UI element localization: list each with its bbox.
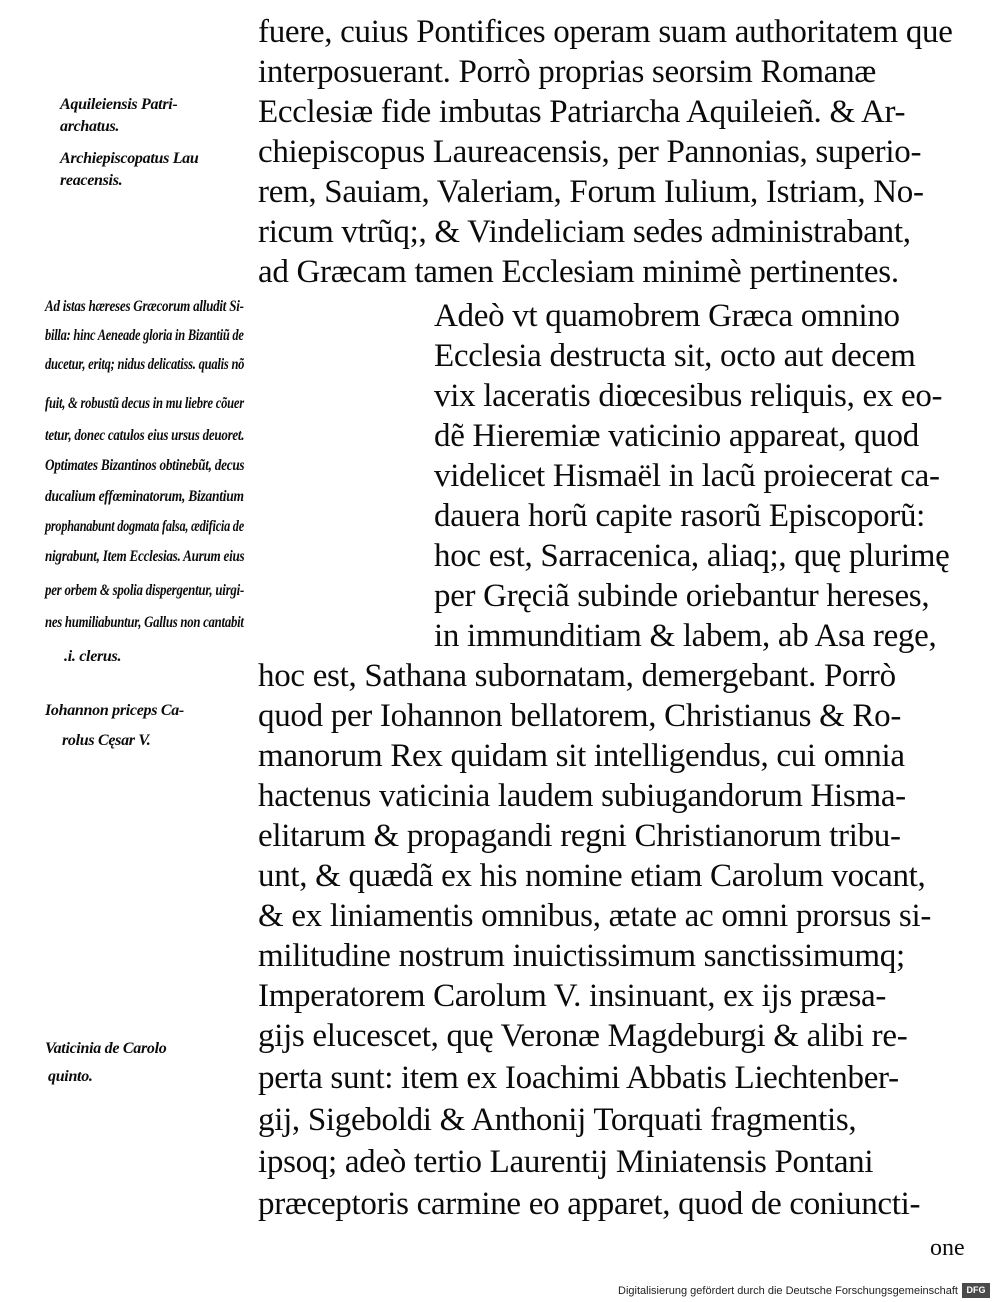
body-line: elitarum & propagandi regni Christianorum tribu- xyxy=(258,818,901,854)
body-line: Ecclesiæ fide imbutas Patriarcha Aquileieñ. & Ar- xyxy=(258,94,906,130)
body-line: ipsoq; adeò tertio Laurentij Miniatensis Pontani xyxy=(258,1144,874,1180)
marginal-note-line: Ad istas hæreses Græcorum alludit Si- xyxy=(45,298,244,315)
body-line: dẽ Hieremiæ vaticinio appareat, quod xyxy=(434,418,919,454)
marginal-note-line: quinto. xyxy=(48,1068,93,1085)
catchword: one xyxy=(930,1235,965,1261)
body-line: vix laceratis diœcesibus reliquis, ex eo- xyxy=(434,378,943,414)
body-line: manorum Rex quidam sit intelligendus, cui omnia xyxy=(258,738,905,774)
body-line: militudine nostrum inuictissimum sanctissimumq; xyxy=(258,938,905,974)
marginal-note-line: fuit, & robustũ decus in mu liebre cõuer xyxy=(45,395,244,412)
body-line: videlicet Hismaël in lacũ proiecerat ca- xyxy=(434,458,940,494)
marginal-note-line: nigrabunt, Item Ecclesias. Aurum eius xyxy=(45,548,245,565)
body-line: perta sunt: item ex Ioachimi Abbatis Liechtenber- xyxy=(258,1060,899,1096)
body-line: præceptoris carmine eo apparet, quod de coniuncti- xyxy=(258,1186,921,1222)
marginal-note-line: Archiepiscopatus Lau xyxy=(60,150,199,167)
marginal-note-line: ducetur, eritq; nidus delicatiss. qualis nõ xyxy=(45,356,245,373)
marginal-note-line: Optimates Bizantinos obtinebũt, decus xyxy=(45,457,245,474)
body-line: quod per Iohannon bellatorem, Christianus & Ro- xyxy=(258,698,902,734)
marginal-note-line: billa: hinc Aeneade gloria in Bizantiũ de xyxy=(45,327,244,344)
footer-attribution: Digitalisierung gefördert durch die Deutsche Forschungsgemeinschaft xyxy=(618,1285,958,1297)
body-line: unt, & quædã ex his nomine etiam Carolum vocant, xyxy=(258,858,926,894)
marginal-note-line: .i. clerus. xyxy=(64,648,122,665)
marginal-note-line: per orbem & spolia dispergentur, uirgi- xyxy=(45,582,245,599)
marginal-note-line: archatus. xyxy=(60,118,120,135)
body-line: hoc est, Sathana subornatam, demergebant. Porrò xyxy=(258,658,896,694)
body-line: gijs elucescet, quę Veronæ Magdeburgi & alibi re- xyxy=(258,1018,908,1054)
body-line: ricum vtrũq;, & Vindeliciam sedes administrabant, xyxy=(258,214,911,250)
body-line: rem, Sauiam, Valeriam, Forum Iulium, Istriam, No- xyxy=(258,174,924,210)
marginal-note-line: rolus Cęsar V. xyxy=(62,732,151,749)
marginal-note-line: tetur, donec catulos eius ursus deuoret. xyxy=(45,427,245,444)
body-line: in immunditiam & labem, ab Asa rege, xyxy=(434,618,937,654)
marginal-note-line: Vaticinia de Carolo xyxy=(45,1040,167,1057)
body-line: Adeò vt quamobrem Græca omnino xyxy=(434,298,900,334)
marginal-note-line: ducalium effœminatorum, Bizantium xyxy=(45,488,244,505)
body-line: fuere, cuius Pontifices operam suam authoritatem que xyxy=(258,14,953,50)
body-line: Imperatorem Carolum V. insinuant, ex ijs præsa- xyxy=(258,978,887,1014)
body-line: dauera horũ capite rasorũ Episcoporũ: xyxy=(434,498,926,534)
body-line: Ecclesia destructa sit, octo aut decem xyxy=(434,338,916,374)
body-line: per Gręciã subinde oriebantur hereses, xyxy=(434,578,930,614)
body-line: hoc est, Sarracenica, aliaq;, quę plurimę xyxy=(434,538,950,574)
marginal-note-line: reacensis. xyxy=(60,172,123,189)
body-line: hactenus vaticinia laudem subiugandorum Hisma- xyxy=(258,778,906,814)
body-line: & ex liniamentis omnibus, ætate ac omni prorsus si- xyxy=(258,898,932,934)
body-line: chiepiscopus Laureacensis, per Pannonias, superio- xyxy=(258,134,922,170)
marginal-note-line: Iohannon priceps Ca- xyxy=(45,702,184,719)
body-line: interposuerant. Porrò proprias seorsim Romanæ xyxy=(258,54,876,90)
marginal-note-line: nes humiliabuntur, Gallus non cantabit xyxy=(45,614,244,631)
marginal-note-line: prophanabunt dogmata falsa, ædificia de xyxy=(45,518,244,535)
body-line: gij, Sigeboldi & Anthonij Torquati fragmentis, xyxy=(258,1102,857,1138)
body-line: ad Græcam tamen Ecclesiam minimè pertinentes. xyxy=(258,254,899,290)
dfg-logo: DFG xyxy=(962,1283,990,1298)
marginal-note-line: Aquileiensis Patri- xyxy=(60,96,178,113)
